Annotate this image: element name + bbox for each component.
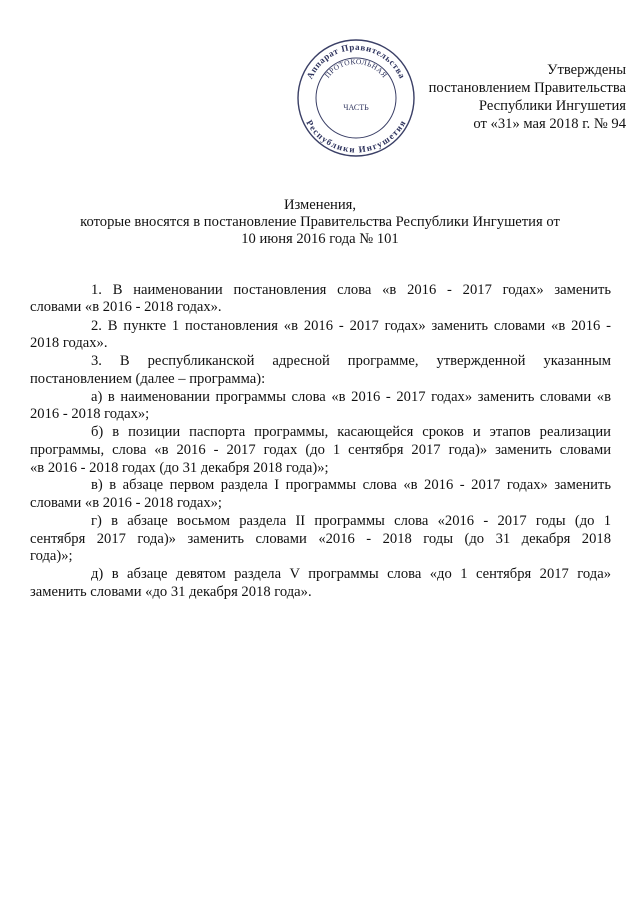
stamp-outer-top-text: Аппарат Правительства: [304, 41, 408, 81]
approval-line-3: Республики Ингушетия: [478, 98, 626, 114]
body-line: а) в наименовании программы слова «в 2016 - 2017 годах» заменить словами «в: [91, 389, 611, 405]
body-line: сентября 2017 года)» заменить словами «2016 - 2018 годы (до 31 декабря 2018: [30, 531, 611, 547]
document-title: Изменения,: [283, 197, 357, 213]
body-line: б) в позиции паспорта программы, касающейся сроков и этапов реализации: [91, 424, 611, 440]
svg-text:ПРОТОКОЛЬНАЯ: [323, 57, 390, 80]
body-line: словами «в 2016 - 2018 годах»;: [30, 495, 222, 511]
body-line: заменить словами «до 31 декабря 2018 года».: [30, 584, 312, 600]
body-line: г) в абзаце восьмом раздела II программы слова «2016 - 2017 годы (до 1: [91, 513, 611, 529]
body-line: в) в абзаце первом раздела I программы слова «в 2016 - 2017 годах» заменить: [91, 477, 611, 493]
body-line: программы, слова «в 2016 - 2017 годах (до 1 сентября 2017 года)» заменить словами: [30, 442, 611, 458]
svg-text:Республики Ингушетия: [304, 118, 407, 154]
body-line: года)»;: [30, 548, 73, 564]
body-line: постановлением (далее – программа):: [30, 371, 266, 387]
official-stamp: [294, 36, 418, 160]
body-line: 1. В наименовании постановления слова «в 2016 - 2017 годах» заменить: [91, 282, 611, 298]
document-subtitle-line-2: 10 июня 2016 года № 101: [241, 231, 399, 247]
approval-line-2: постановлением Правительства: [428, 80, 626, 96]
approval-line-4: от «31» мая 2018 г. № 94: [473, 116, 626, 132]
body-line: д) в абзаце девятом раздела V программы слова «до 1 сентября 2017 года»: [91, 566, 611, 582]
stamp-center-text: ЧАСТЬ: [343, 103, 369, 112]
document-subtitle-line-1: которые вносятся в постановление Правительства Республики Ингушетия от: [80, 214, 560, 230]
stamp-inner-text: ПРОТОКОЛЬНАЯ: [322, 56, 390, 80]
approval-line-1: Утверждены: [547, 62, 626, 78]
body-line: «в 2016 - 2018 годах (до 31 декабря 2018 года)»;: [30, 460, 329, 476]
body-line: словами «в 2016 - 2018 годах».: [30, 299, 222, 315]
stamp-outer-bottom-text: Республики Ингушетия: [304, 118, 408, 155]
body-line: 2. В пункте 1 постановления «в 2016 - 2017 годах» заменить словами «в 2016 -: [91, 318, 611, 334]
body-line: 2016 - 2018 годах»;: [30, 406, 150, 422]
body-line: 2018 годах».: [30, 335, 108, 351]
body-line: 3. В республиканской адресной программе, утвержденной указанным: [91, 353, 611, 369]
